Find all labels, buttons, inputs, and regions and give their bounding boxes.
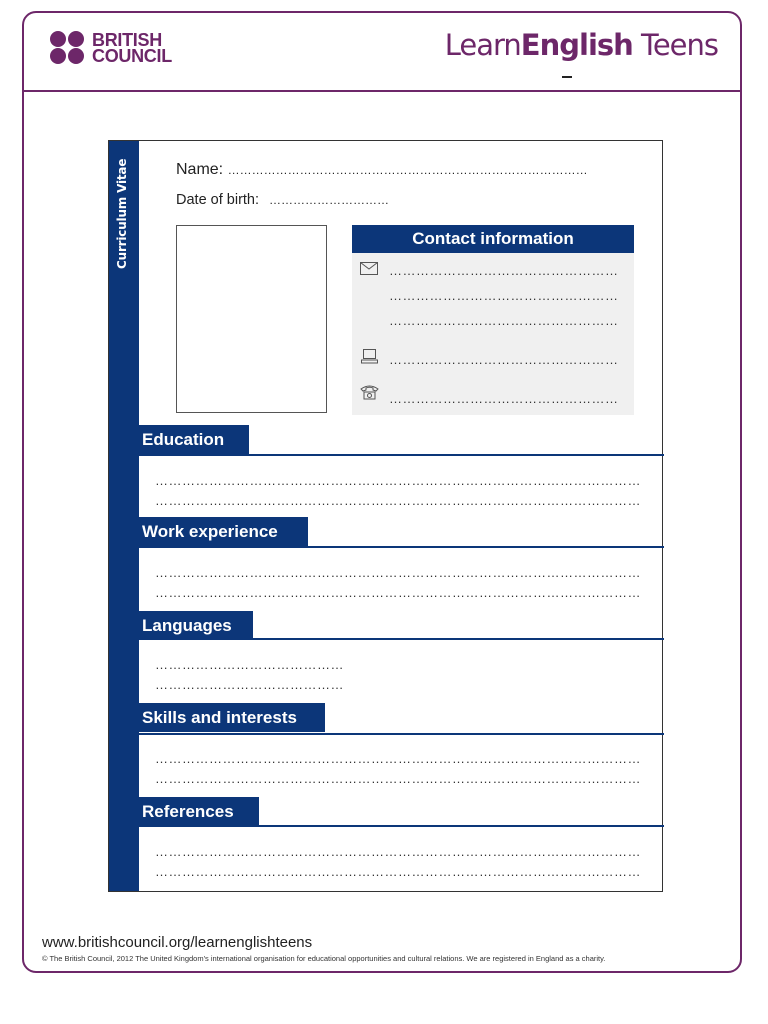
address-line-3[interactable]: …………………………………………… <box>389 313 619 328</box>
work-experience-line-2[interactable]: ……………………………………………………………………………………………… <box>155 585 641 600</box>
phone-line[interactable]: …………………………………………… <box>389 391 619 406</box>
skills-interests-line-2[interactable]: ……………………………………………………………………………………………… <box>155 771 641 786</box>
education-divider <box>139 454 664 456</box>
title-learn: Learn <box>444 28 521 62</box>
cv-side-title: Curriculum Vitae <box>115 158 129 269</box>
languages-divider <box>139 638 664 640</box>
education-line-1[interactable]: ……………………………………………………………………………………………… <box>155 473 641 488</box>
skills-interests-line-1[interactable]: ……………………………………………………………………………………………… <box>155 751 641 766</box>
dob-label: Date of birth: <box>176 192 260 208</box>
work-experience-heading: Work experience <box>139 517 308 546</box>
address-line-1[interactable]: …………………………………………… <box>389 263 619 278</box>
references-line-1[interactable]: ……………………………………………………………………………………………… <box>155 844 641 859</box>
dob-field[interactable] <box>176 192 389 208</box>
telephone-icon <box>360 385 379 404</box>
education-line-2[interactable]: ……………………………………………………………………………………………… <box>155 493 641 508</box>
languages-line-2[interactable]: …………………………………… <box>155 677 344 692</box>
learnenglish-teens-title[interactable] <box>445 28 718 62</box>
cv-side-bar <box>109 141 139 891</box>
references-line-2[interactable]: ……………………………………………………………………………………………… <box>155 864 641 879</box>
skills-interests-divider <box>139 733 664 735</box>
work-experience-divider <box>139 546 664 548</box>
work-experience-line-1[interactable]: ……………………………………………………………………………………………… <box>155 565 641 580</box>
address-line-2[interactable]: …………………………………………… <box>389 288 619 303</box>
logo-line-2: COUNCIL <box>92 46 172 66</box>
languages-heading: Languages <box>139 611 253 640</box>
cv-template <box>108 140 663 892</box>
footer-url-link[interactable]: www.britishcouncil.org/learnenglishteens <box>42 934 313 951</box>
skills-interests-heading: Skills and interests <box>139 703 325 732</box>
photo-box[interactable] <box>176 225 327 413</box>
name-field[interactable] <box>176 161 588 179</box>
dob-dots: ………………………… <box>269 193 390 207</box>
title-underline-mark <box>562 76 572 78</box>
logo-text <box>92 32 172 64</box>
references-heading: References <box>139 797 259 826</box>
computer-icon <box>361 349 378 368</box>
name-dots: ……………………………………………………………………………… <box>227 163 588 177</box>
name-label: Name: <box>176 161 224 178</box>
british-council-logo[interactable] <box>50 31 172 65</box>
education-heading: Education <box>139 425 249 454</box>
footer-copyright: © The British Council, 2012 The United Kingdom's international organisation for educational opportunities and cultural relations. We are registered in England as a charity. <box>42 954 606 963</box>
header-divider <box>22 90 742 92</box>
contact-heading: Contact information <box>352 225 634 253</box>
logo-dots-icon <box>50 31 87 65</box>
envelope-icon <box>360 261 378 279</box>
contact-info-box <box>352 225 634 415</box>
logo-line-1: BRITISH <box>92 30 162 50</box>
languages-line-1[interactable]: …………………………………… <box>155 657 344 672</box>
email-line[interactable]: …………………………………………… <box>389 352 619 367</box>
references-divider <box>139 825 664 827</box>
title-teens: Teens <box>632 28 718 62</box>
title-english: English <box>520 28 633 62</box>
